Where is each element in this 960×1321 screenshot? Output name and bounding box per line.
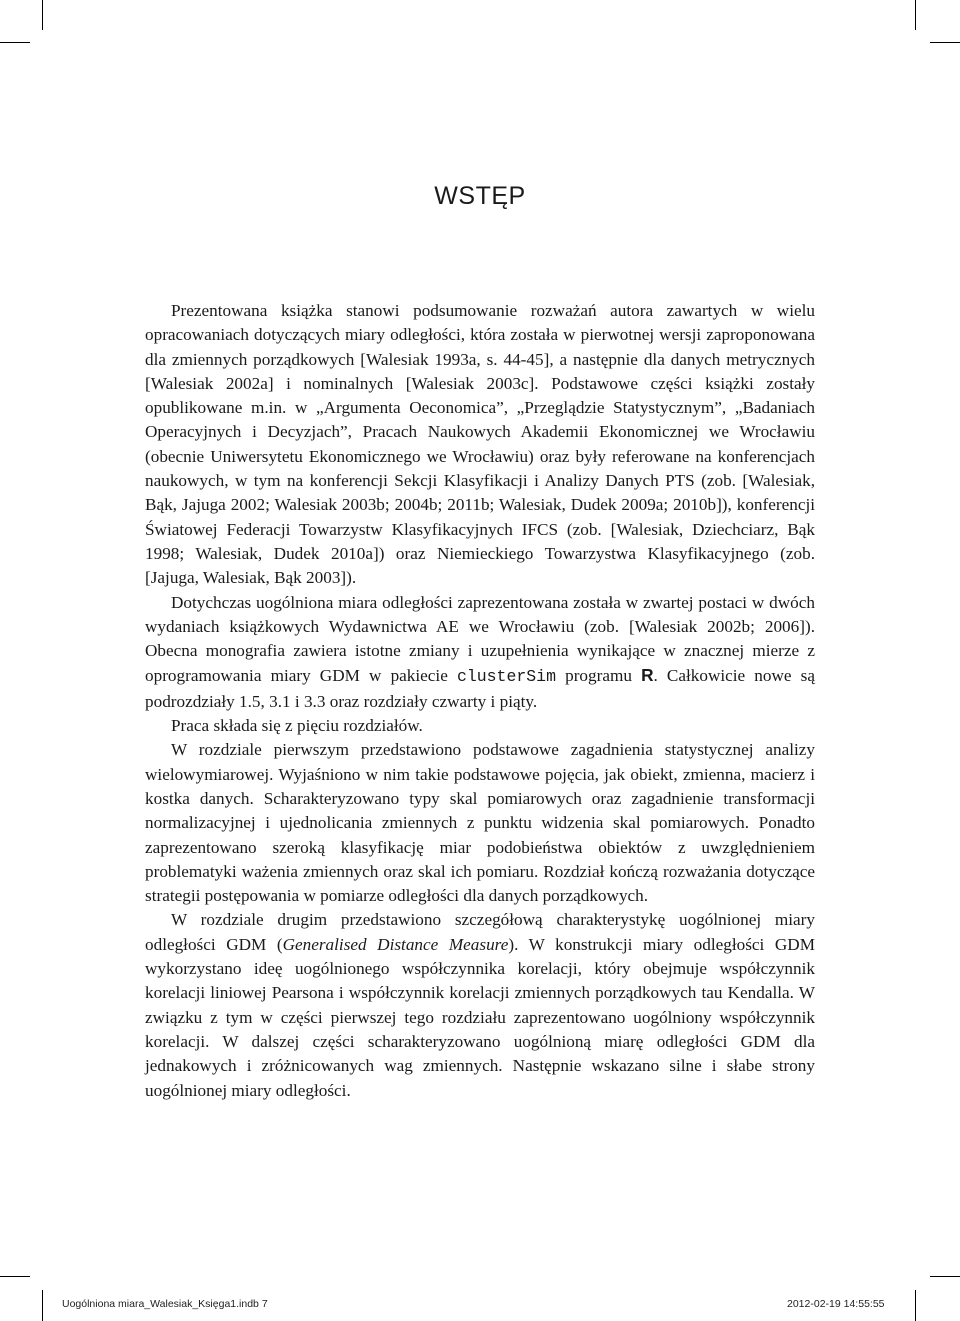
crop-mark-top-right [915,0,916,30]
p2-text-3: . Całkowicie nowe są podrozdziały 1.5, 3.1 i 3.3 oraz rozdziały czwarty i piąty. [145,666,815,711]
page-title: WSTĘP [434,182,526,210]
p2-text-2: programu [555,666,642,686]
paragraph-chapter-two [145,908,815,1102]
r-program-name: R [641,665,654,686]
crop-mark-top-right-h [930,42,960,43]
body-text [145,299,815,1103]
crop-mark-bottom-left-h [0,1276,30,1277]
p2-text-1: Dotychczas uogólniona miara odległości zaprezentowana została w zwartej postaci w dwóch wydaniach książkowych Wydawnictwa AE we Wrocławiu (zob. [Walesiak 2002b; 2006]). Obecna monografia zawiera istotne zmiany i uzupełnienia wynikające w znacznej mierze z oprogramowania miary GDM w pakiecie [145,592,815,686]
footer-timestamp: 2012-02-19 14:55:55 [787,1298,885,1310]
package-name: clusterSim [456,667,556,687]
crop-mark-bottom-right [915,1290,916,1321]
paragraph-chapter-one: W rozdziale pierwszym przedstawiono podstawowe zagadnienia statystycznej analizy wielowymiarowej. Wyjaśniono w nim takie podstawowe pojęcia, jak obiekt, zmienna, macierz i kostka danych. Scharakteryzowano typy skal pomiarowych oraz zagadnienie transformacji normalizacyjnej i ujednolicania zmiennych z punktu widzenia skal pomiarowych. Ponadto zaprezentowano szeroką klasyfikację miar podobieństwa obiektów z uwzględnieniem problematyki ważenia zmiennych oraz skal ich pomiaru. Rozdział kończą rozważania dotyczące strategii postępowania w pomiarze odległości dla danych porządkowych. [145,740,815,906]
p5-text-1: W rozdziale drugim przedstawiono szczegółową charakterystykę uogólnionej miary odległości GDM ( [145,910,815,954]
crop-mark-bottom-left [42,1290,43,1321]
footer-file-label: Uogólniona miara_Walesiak_Księga1.indb 7 [62,1298,268,1310]
crop-mark-top-left-h [0,42,30,43]
gdm-full-name: Generalised Distance Measure [282,934,509,954]
crop-mark-top-left [42,0,43,30]
p5-text-2: ). W konstrukcji miary odległości GDM wykorzystano ideę uogólnionego współczynnika korelacji, który obejmuje współczynnik korelacji liniowej Pearsona i współczynnik korelacji zmiennych porządkowych tau Kendalla. W związku z tym w części pierwszej tego rozdziału zaprezentowano uogólniony współczynnik korelacji. W dalszej części scharakteryzowano uogólnioną miarę odległości GDM dla jednakowych i zróżnicowanych wag zmiennych. Następnie wskazano silne i słabe strony uogólnionej miary odległości. [145,934,815,1100]
crop-mark-bottom-right-h [930,1276,960,1277]
paragraph-intro: Prezentowana książka stanowi podsumowanie rozważań autora zawartych w wielu opracowaniach dotyczących miary odległości, która została w pierwotnej wersji zaproponowana dla zmiennych porządkowych [Walesiak 1993a, s. 44-45], a następnie dla danych metrycznych [Walesiak 2002a] i nominalnych [Walesiak 2003c]. Podstawowe części książki zostały opublikowane m.in. w „Argumenta Oeconomica”, „Przeglądzie Statystycznym”, „Badaniach Operacyjnych i Decyzjach”, Pracach Naukowych Akademii Ekonomicznej we Wrocławiu (obecnie Uniwersytetu Ekonomicznego we Wrocławiu) oraz były referowane na konferencjach naukowych, w tym na konferencji Sekcji Klasyfikacji i Analizy Danych PTS (zob. [Walesiak, Bąk, Jajuga 2002; Walesiak 2003b; 2004b; 2011b; Walesiak, Dudek 2009a; 2010b]), konferencji Światowej Federacji Towarzystw Klasyfikacyjnych IFCS (zob. [Walesiak, Dziechciarz, Bąk 1998; Walesiak, Dudek 2010a]) oraz Niemieckiego Towarzystwa Klasyfikacyjnego (zob. [Jajuga, Walesiak, Bąk 2003]). [145,301,815,588]
paragraph-previous-editions [145,591,815,714]
paragraph-structure: Praca składa się z pięciu rozdziałów. [171,716,423,736]
